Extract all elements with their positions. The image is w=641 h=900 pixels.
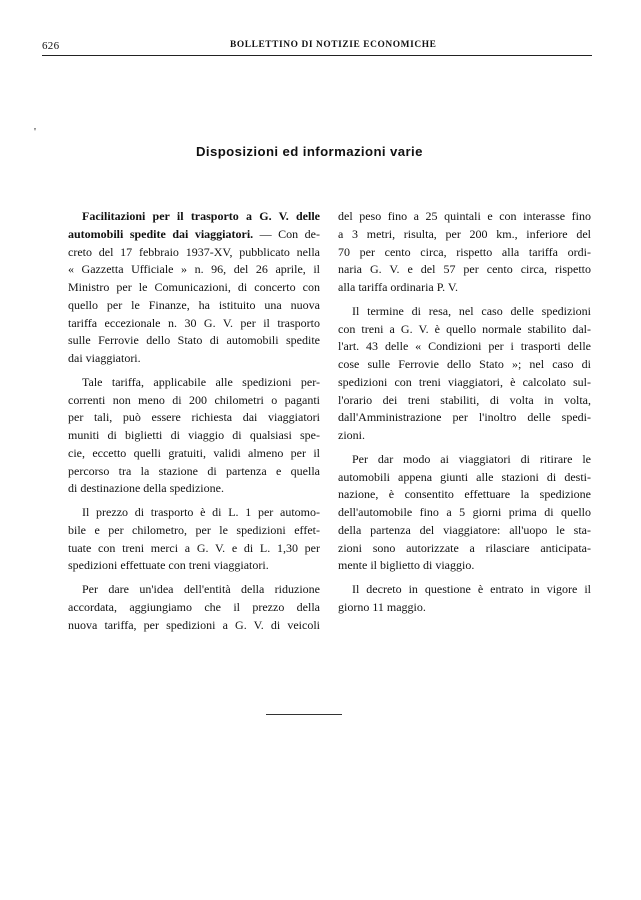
text-line: zioni.: [338, 428, 365, 442]
running-title: BOLLETTINO DI NOTIZIE ECONOMICHE: [230, 40, 437, 50]
text-line: l'orario dei treni stabiliti, di volta in volta,: [338, 392, 591, 407]
text-line: accordata, aggiungiamo che il prezzo della: [68, 599, 320, 614]
paragraph: [338, 297, 591, 445]
text-line: Per dare un'idea dell'entità della riduzione: [82, 582, 320, 596]
text-line: Il decreto in questione è entrato in vigore il: [352, 582, 591, 596]
paragraph: [68, 244, 320, 368]
text-line: nuova tariffa, per spedizioni a G. V. di veicoli: [68, 617, 320, 632]
paragraph: [68, 498, 320, 575]
text-line: correnti non meno di 200 chilometri o paganti: [68, 392, 320, 407]
text-line: giorno 11 maggio.: [338, 599, 426, 614]
paragraph: [338, 208, 591, 297]
article-heading-text: automobili spedite dai viaggiatori.: [68, 226, 254, 241]
paragraph: [338, 445, 591, 575]
text-line: tariffa eccezionale n. 30 G. V. per il trasporto: [68, 315, 320, 330]
right-column: [338, 208, 591, 617]
text-line: l'art. 43 delle « Condizioni per i trasporti delle: [338, 339, 591, 354]
closing-rule: [266, 714, 342, 715]
text-line: nazione, è consentito effettuare la spedizione: [338, 487, 591, 502]
text-line: del peso fino a 25 quintali e con interasse fino: [338, 209, 591, 223]
text-line: Per dar modo ai viaggiatori di ritirare le: [352, 451, 591, 466]
text-line: sulle Ferrovie dello Stato di automobili spedite: [68, 333, 320, 348]
text-line: percorso tra la stazione di partenza e quella: [68, 463, 320, 478]
text-line: alla tariffa ordinaria P. V.: [338, 280, 458, 294]
text-line: di destinazione della spedizione.: [68, 481, 224, 496]
text-line: con treni a G. V. è quello normale stabilito dal-: [338, 321, 591, 336]
header-rule: [42, 55, 592, 56]
text-line: spedizioni effettuate con treni viaggiatori.: [68, 558, 269, 573]
page-header: [42, 40, 592, 60]
text-line: naria G. V. e del 57 per cento circa, rispetto: [338, 262, 591, 277]
paragraph: [338, 575, 591, 617]
text-line: dai viaggiatori.: [68, 351, 141, 365]
text-line: bile e per chilometro, per le spedizioni effet-: [68, 522, 320, 537]
text-line: Tale tariffa, applicabile alle spedizioni per-: [82, 374, 320, 389]
margin-mark: ': [34, 126, 36, 138]
article-heading-tail: — Con de-: [253, 226, 320, 241]
section-title: Disposizioni ed informazioni varie: [196, 144, 423, 159]
text-line: mente il biglietto di viaggio.: [338, 558, 475, 573]
page-number: 626: [42, 40, 60, 52]
text-line: zioni sono autorizzate a rilasciare anticipata-: [338, 540, 591, 555]
article-heading-line: Facilitazioni per il trasporto a G. V. delle: [82, 209, 320, 223]
article-heading-line-2: [68, 226, 320, 244]
text-line: dall'Amministrazione per l'inoltro delle spedi-: [338, 410, 591, 425]
paragraph: [68, 368, 320, 498]
text-line: per tali, può essere richiesta dai viaggiatori: [68, 410, 320, 425]
text-line: automobili appena giunti alle stazioni di desti-: [338, 469, 591, 484]
paragraph: [68, 575, 320, 634]
text-line: Il prezzo di trasporto è di L. 1 per automo-: [82, 505, 320, 519]
text-line: creto del 17 febbraio 1937-XV, pubblicato nella: [68, 244, 320, 259]
text-line: quello per le Finanze, ha istituito una nuova: [68, 297, 320, 312]
text-line: muniti di biglietti di viaggio di qualsiasi spe-: [68, 428, 320, 442]
text-line: Ministro per le Comunicazioni, di concerto con: [68, 280, 320, 294]
text-line: Il termine di resa, nel caso delle spedizioni: [352, 303, 591, 318]
text-line: della partenza del viaggiatore: all'uopo le sta-: [338, 522, 591, 537]
text-line: a 3 metri, risulta, per 200 km., inferiore del: [338, 226, 591, 241]
text-line: cose sulle Ferrovie dello Stato »; nel caso di: [338, 357, 591, 371]
text-line: 70 per cento circa, rispetto alla tariffa ordi-: [338, 244, 591, 259]
text-line: spedizioni con treni viaggiatori, è calcolato sul-: [338, 374, 591, 389]
text-line: cie, eccetto quelli gratuiti, validi almeno per il: [68, 445, 320, 460]
left-column: [68, 208, 320, 634]
text-line: dell'automobile fino a 5 giorni prima di quello: [338, 505, 591, 519]
text-line: tuate con treni merci a G. V. e di L. 1,30 per: [68, 540, 320, 555]
text-line: « Gazzetta Ufficiale » n. 96, del 26 aprile, il: [68, 262, 320, 277]
